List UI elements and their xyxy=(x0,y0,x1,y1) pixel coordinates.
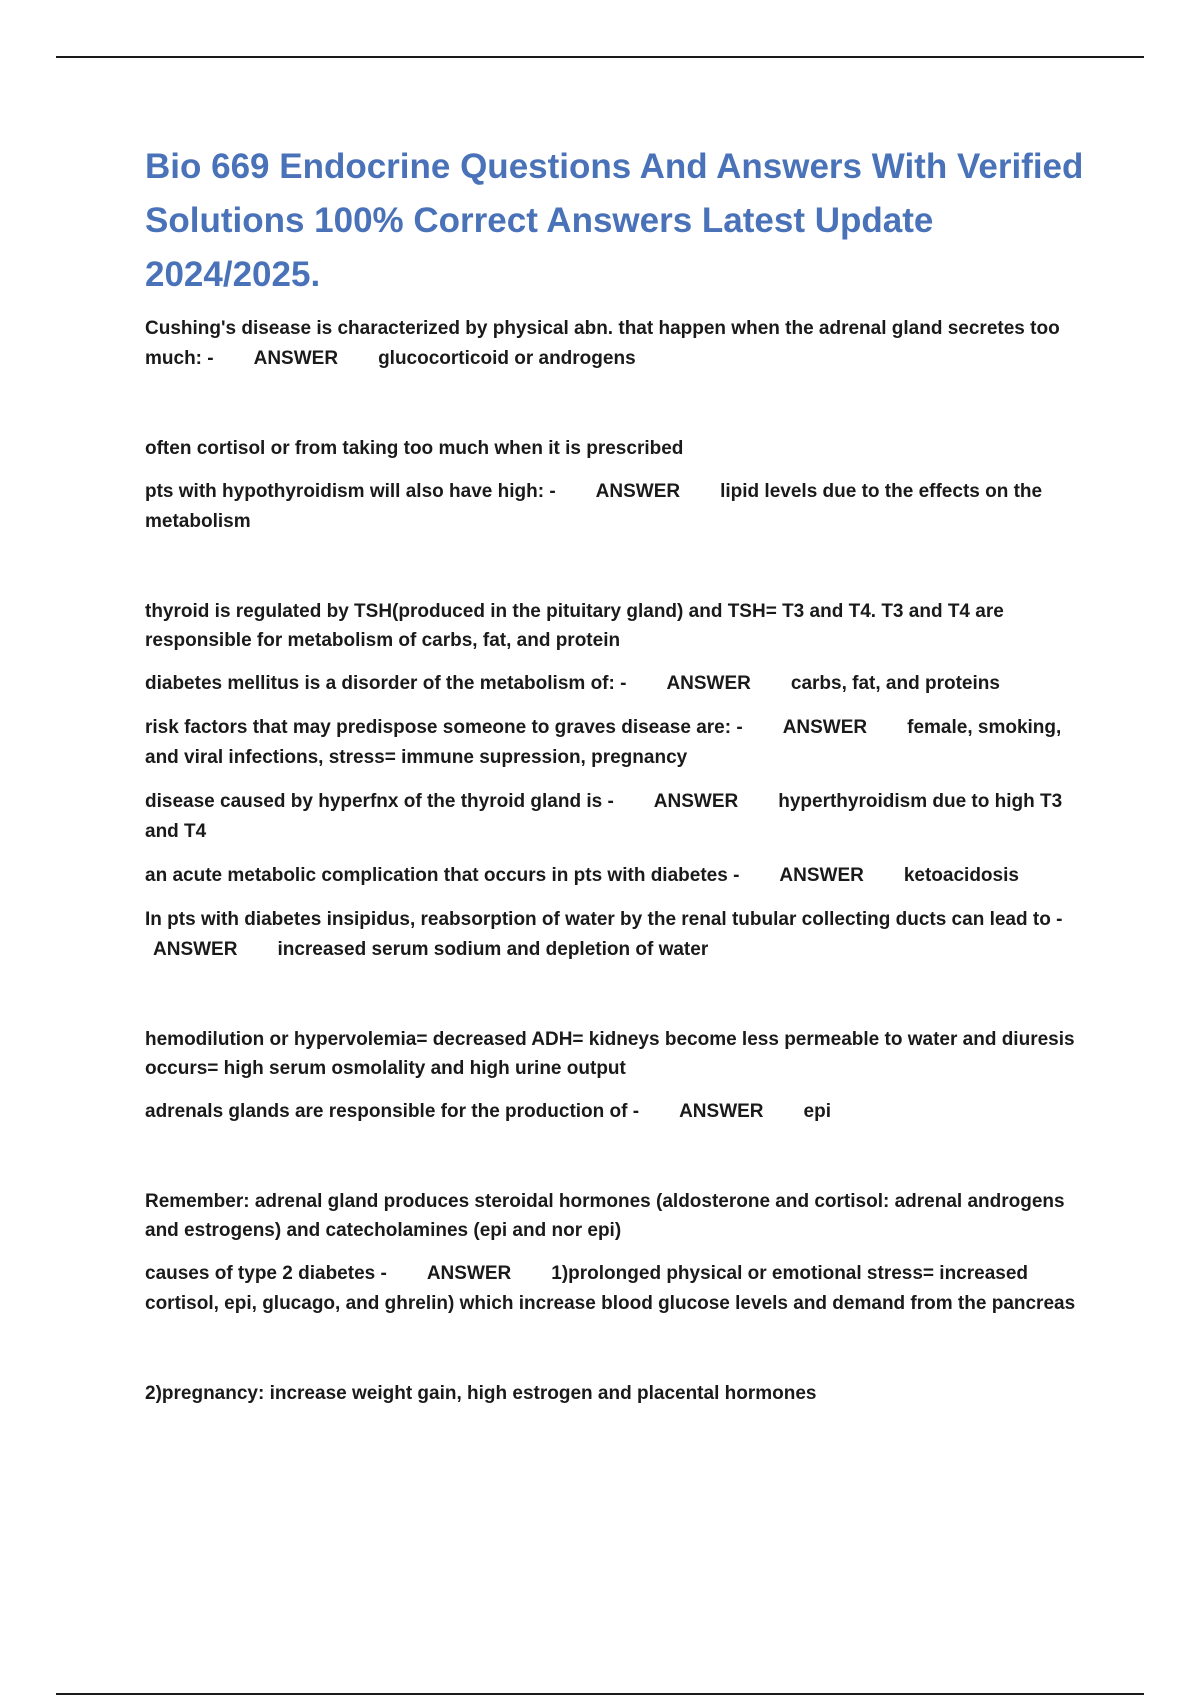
qa-item xyxy=(145,905,1095,965)
bottom-rule xyxy=(56,1693,1144,1695)
spacer xyxy=(145,1141,1095,1187)
answer-label: ANSWER xyxy=(679,1101,764,1122)
answer-text: female, smoking, and viral infections, stress= immune supression, pregnancy xyxy=(145,717,1062,768)
qa-item xyxy=(145,669,1095,699)
note-item: 2)pregnancy: increase weight gain, high estrogen and placental hormones xyxy=(145,1383,817,1404)
spacer xyxy=(145,551,1095,597)
question-text: Cushing's disease is characterized by physical abn. that happen when the adrenal gland secretes too much: - xyxy=(145,318,1060,369)
answer-text: ketoacidosis xyxy=(903,865,1019,886)
qa-item xyxy=(145,1097,1095,1127)
spacer xyxy=(145,388,1095,434)
answer-label: ANSWER xyxy=(653,791,739,812)
answer-label: ANSWER xyxy=(595,481,681,502)
question-text: risk factors that may predispose someone to graves disease are: - xyxy=(145,717,743,738)
answer-label: ANSWER xyxy=(253,348,339,369)
answer-text: 1)prolonged physical or emotional stress= increased cortisol, epi, glucago, and ghrelin) which increase blood glucose levels and demand from the pancreas xyxy=(145,1263,1076,1314)
note-item: Remember: adrenal gland produces steroidal hormones (aldosterone and cortisol: adrenal androgens and estrogens) and catecholamines (epi and nor epi) xyxy=(145,1191,1065,1241)
answer-text: glucocorticoid or androgens xyxy=(378,348,636,369)
qa-item xyxy=(145,861,1095,891)
qa-item xyxy=(145,713,1095,773)
spacer xyxy=(145,979,1095,1025)
note-item: hemodilution or hypervolemia= decreased ADH= kidneys become less permeable to water and diuresis occurs= high serum osmolality and high urine output xyxy=(145,1029,1075,1079)
answer-label: ANSWER xyxy=(153,939,238,960)
spacer xyxy=(145,1333,1095,1379)
question-text: causes of type 2 diabetes - xyxy=(145,1263,387,1284)
note-item: often cortisol or from taking too much when it is prescribed xyxy=(145,438,684,459)
question-text: disease caused by hyperfnx of the thyroid gland is - xyxy=(145,791,614,812)
qa-item xyxy=(145,787,1095,847)
answer-label: ANSWER xyxy=(779,865,864,886)
qa-item xyxy=(145,1259,1095,1319)
answer-label: ANSWER xyxy=(426,1263,512,1284)
question-text: In pts with diabetes insipidus, reabsorption of water by the renal tubular collecting ducts can lead to - xyxy=(145,909,1063,930)
document-body xyxy=(145,140,1095,1422)
question-text: an acute metabolic complication that occurs in pts with diabetes - xyxy=(145,865,740,886)
question-text: diabetes mellitus is a disorder of the metabolism of: - xyxy=(145,673,627,694)
qa-item xyxy=(145,314,1095,374)
question-text: pts with hypothyroidism will also have high: - xyxy=(145,481,556,502)
page-title: Bio 669 Endocrine Questions And Answers With Verified Solutions 100% Correct Answers Latest Update 2024/2025. xyxy=(145,147,1084,294)
top-rule xyxy=(56,56,1144,58)
answer-label: ANSWER xyxy=(782,717,868,738)
answer-text: lipid levels due to the effects on the metabolism xyxy=(145,481,1043,532)
answer-label: ANSWER xyxy=(666,673,751,694)
answer-text: carbs, fat, and proteins xyxy=(790,673,1000,694)
answer-text: hyperthyroidism due to high T3 and T4 xyxy=(145,791,1063,842)
qa-item xyxy=(145,477,1095,537)
note-item: thyroid is regulated by TSH(produced in the pituitary gland) and TSH= T3 and T4. T3 and T4 are responsible for metabolism of carbs, fat, and protein xyxy=(145,601,1004,651)
answer-text: increased serum sodium and depletion of water xyxy=(277,939,709,960)
question-text: adrenals glands are responsible for the production of - xyxy=(145,1101,640,1122)
answer-text: epi xyxy=(803,1101,831,1122)
